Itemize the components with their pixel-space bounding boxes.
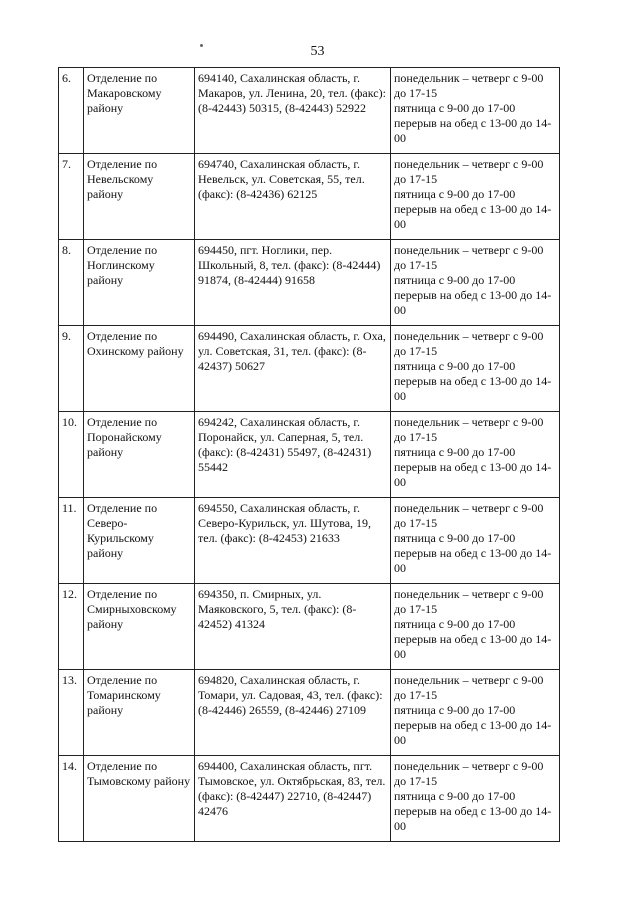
row-number: 11.	[59, 498, 84, 584]
row-number: 10.	[59, 412, 84, 498]
office-name: Отделение по Макаровскому району	[84, 68, 195, 154]
hours-weekdays: понедельник – четверг с 9-00 до 17-15	[394, 71, 544, 100]
row-number: 7.	[59, 154, 84, 240]
office-address: 694350, п. Смирных, ул. Маяковского, 5, тел. (факс): (8-42452) 41324	[195, 584, 391, 670]
offices-table	[58, 67, 560, 842]
hours-weekdays: понедельник – четверг с 9-00 до 17-15	[394, 415, 544, 444]
office-hours	[391, 584, 560, 670]
hours-lunch: перерыв на обед с 13-00 до 14-00	[394, 804, 552, 833]
table-row	[59, 498, 560, 584]
office-name: Отделение по Охинскому району	[84, 326, 195, 412]
hours-friday: пятница с 9-00 до 17-00	[394, 445, 516, 459]
office-address: 694820, Сахалинская область, г. Томари, ул. Садовая, 43, тел. (факс): (8-42446) 26559, (8-42446) 27109	[195, 670, 391, 756]
hours-friday: пятница с 9-00 до 17-00	[394, 101, 516, 115]
office-hours	[391, 498, 560, 584]
hours-friday: пятница с 9-00 до 17-00	[394, 531, 516, 545]
hours-lunch: перерыв на обед с 13-00 до 14-00	[394, 460, 552, 489]
row-number: 8.	[59, 240, 84, 326]
hours-weekdays: понедельник – четверг с 9-00 до 17-15	[394, 759, 544, 788]
table-row	[59, 68, 560, 154]
table-row	[59, 240, 560, 326]
table-row	[59, 412, 560, 498]
hours-lunch: перерыв на обед с 13-00 до 14-00	[394, 546, 552, 575]
office-address: 694550, Сахалинская область, г. Северо-Курильск, ул. Шутова, 19, тел. (факс): (8-42453) 21633	[195, 498, 391, 584]
office-hours	[391, 756, 560, 842]
hours-lunch: перерыв на обед с 13-00 до 14-00	[394, 116, 552, 145]
office-address: 694740, Сахалинская область, г. Невельск, ул. Советская, 55, тел. (факс): (8-42436) 62125	[195, 154, 391, 240]
hours-lunch: перерыв на обед с 13-00 до 14-00	[394, 632, 552, 661]
hours-friday: пятница с 9-00 до 17-00	[394, 789, 516, 803]
row-number: 12.	[59, 584, 84, 670]
row-number: 14.	[59, 756, 84, 842]
table-row	[59, 154, 560, 240]
hours-weekdays: понедельник – четверг с 9-00 до 17-15	[394, 243, 544, 272]
row-number: 9.	[59, 326, 84, 412]
office-name: Отделение по Тымовскому району	[84, 756, 195, 842]
hours-lunch: перерыв на обед с 13-00 до 14-00	[394, 374, 552, 403]
office-hours	[391, 326, 560, 412]
office-address: 694450, пгт. Ноглики, пер. Школьный, 8, тел. (факс): (8-42444) 91874, (8-42444) 91658	[195, 240, 391, 326]
office-name: Отделение по Ноглинскому району	[84, 240, 195, 326]
row-number: 13.	[59, 670, 84, 756]
office-address: 694490, Сахалинская область, г. Оха, ул. Советская, 31, тел. (факс): (8-42437) 50627	[195, 326, 391, 412]
hours-friday: пятница с 9-00 до 17-00	[394, 617, 516, 631]
office-hours	[391, 670, 560, 756]
hours-weekdays: понедельник – четверг с 9-00 до 17-15	[394, 587, 544, 616]
office-name: Отделение по Северо-Курильскому району	[84, 498, 195, 584]
office-address: 694140, Сахалинская область, г. Макаров, ул. Ленина, 20, тел. (факс): (8-42443) 50315, (8-42443) 52922	[195, 68, 391, 154]
table-row	[59, 756, 560, 842]
page-number: 53	[310, 44, 325, 59]
hours-friday: пятница с 9-00 до 17-00	[394, 703, 516, 717]
hours-friday: пятница с 9-00 до 17-00	[394, 187, 516, 201]
office-hours	[391, 68, 560, 154]
office-hours	[391, 412, 560, 498]
offices-table-body	[59, 68, 560, 842]
row-number: 6.	[59, 68, 84, 154]
office-hours	[391, 154, 560, 240]
office-name: Отделение по Томаринскому району	[84, 670, 195, 756]
office-name: Отделение по Смирныховскому району	[84, 584, 195, 670]
hours-lunch: перерыв на обед с 13-00 до 14-00	[394, 288, 552, 317]
hours-lunch: перерыв на обед с 13-00 до 14-00	[394, 718, 552, 747]
hours-weekdays: понедельник – четверг с 9-00 до 17-15	[394, 157, 544, 186]
office-hours	[391, 240, 560, 326]
table-row	[59, 670, 560, 756]
office-name: Отделение по Невельскому району	[84, 154, 195, 240]
hours-weekdays: понедельник – четверг с 9-00 до 17-15	[394, 501, 544, 530]
office-address: 694400, Сахалинская область, пгт. Тымовское, ул. Октябрьская, 83, тел. (факс): (8-42447) 22710, (8-42447) 42476	[195, 756, 391, 842]
office-name: Отделение по Поронайскому району	[84, 412, 195, 498]
table-row	[59, 326, 560, 412]
hours-friday: пятница с 9-00 до 17-00	[394, 273, 516, 287]
table-row	[59, 584, 560, 670]
hours-weekdays: понедельник – четверг с 9-00 до 17-15	[394, 329, 544, 358]
office-address: 694242, Сахалинская область, г. Поронайск, ул. Саперная, 5, тел. (факс): (8-42431) 55497, (8-42431) 55442	[195, 412, 391, 498]
hours-weekdays: понедельник – четверг с 9-00 до 17-15	[394, 673, 544, 702]
hours-friday: пятница с 9-00 до 17-00	[394, 359, 516, 373]
hours-lunch: перерыв на обед с 13-00 до 14-00	[394, 202, 552, 231]
